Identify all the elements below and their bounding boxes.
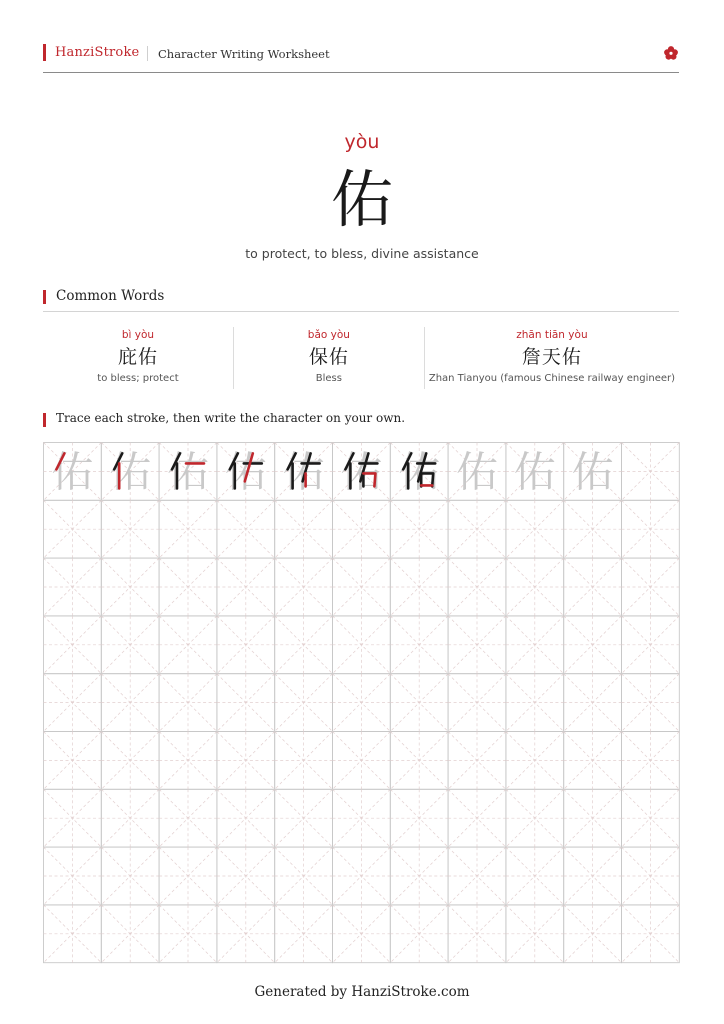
section-accent-bar <box>43 413 46 427</box>
practice-cell[interactable] <box>101 905 159 963</box>
practice-cell[interactable] <box>448 789 506 847</box>
practice-cell[interactable] <box>217 616 275 674</box>
practice-cell[interactable] <box>101 500 159 558</box>
brand-accent-bar <box>43 44 46 61</box>
practice-cell[interactable] <box>333 789 391 847</box>
practice-cell[interactable] <box>622 789 680 847</box>
practice-cell[interactable] <box>217 674 275 732</box>
practice-cell[interactable] <box>506 847 564 905</box>
practice-cell[interactable] <box>564 500 622 558</box>
section-divider <box>43 311 679 312</box>
practice-cell[interactable] <box>448 500 506 558</box>
trace-character: 佑 <box>571 447 614 497</box>
trace-character: 佑 <box>224 447 267 497</box>
practice-cell[interactable] <box>333 847 391 905</box>
practice-cell[interactable] <box>275 443 333 501</box>
practice-cell[interactable] <box>390 558 448 616</box>
practice-cell[interactable] <box>506 500 564 558</box>
practice-cell[interactable] <box>275 905 333 963</box>
practice-cell[interactable] <box>564 674 622 732</box>
practice-cell[interactable] <box>390 500 448 558</box>
practice-cell[interactable] <box>622 443 680 501</box>
practice-cell[interactable] <box>564 847 622 905</box>
practice-cell[interactable] <box>159 905 217 963</box>
word-gloss: Zhan Tianyou (famous Chinese railway engineer) <box>428 373 676 384</box>
footer-credit: Generated by HanziStroke.com <box>254 984 470 1000</box>
practice-cell[interactable] <box>217 500 275 558</box>
word-gloss: Bless <box>315 373 342 384</box>
character-meaning: to protect, to bless, divine assistance <box>245 246 479 261</box>
practice-cell[interactable] <box>44 847 102 905</box>
practice-cell[interactable] <box>333 732 391 790</box>
trace-character: 佑 <box>109 447 152 497</box>
practice-cell[interactable] <box>622 847 680 905</box>
practice-cell[interactable] <box>564 905 622 963</box>
practice-cell[interactable] <box>275 558 333 616</box>
worksheet-header <box>43 44 679 73</box>
practice-cell[interactable] <box>448 558 506 616</box>
practice-cell[interactable] <box>333 443 391 501</box>
practice-cell[interactable] <box>44 500 102 558</box>
word-card[interactable] <box>43 327 233 389</box>
practice-cell[interactable] <box>217 558 275 616</box>
practice-cell[interactable] <box>44 674 102 732</box>
word-characters: 詹天佑 <box>521 346 582 368</box>
section-accent-bar <box>43 290 46 304</box>
practice-cell[interactable] <box>448 616 506 674</box>
practice-cell[interactable] <box>506 905 564 963</box>
practice-cell[interactable] <box>622 732 680 790</box>
practice-cell[interactable] <box>217 443 275 501</box>
trace-character: 佑 <box>340 447 383 497</box>
practice-cell[interactable] <box>622 674 680 732</box>
header-divider <box>147 46 148 61</box>
practice-cell[interactable] <box>101 443 159 501</box>
practice-cell[interactable] <box>44 558 102 616</box>
trace-character: 佑 <box>51 447 94 497</box>
practice-cell[interactable] <box>275 674 333 732</box>
practice-cell[interactable] <box>333 500 391 558</box>
practice-cell[interactable] <box>390 674 448 732</box>
practice-cell[interactable] <box>390 732 448 790</box>
practice-cell[interactable] <box>506 732 564 790</box>
practice-cell[interactable] <box>159 847 217 905</box>
practice-cell[interactable] <box>390 443 448 501</box>
practice-cell[interactable] <box>448 443 506 501</box>
practice-cell[interactable] <box>275 789 333 847</box>
practice-cell[interactable] <box>506 443 564 501</box>
practice-cell[interactable] <box>622 500 680 558</box>
practice-cell[interactable] <box>101 674 159 732</box>
practice-cell[interactable] <box>217 732 275 790</box>
practice-grid-canvas <box>43 442 680 964</box>
brand-name[interactable]: HanziStroke <box>55 45 140 60</box>
practice-cell[interactable] <box>275 732 333 790</box>
practice-cell[interactable] <box>333 674 391 732</box>
practice-cell[interactable] <box>622 905 680 963</box>
main-character: 佑 <box>330 163 393 236</box>
practice-cell[interactable] <box>101 789 159 847</box>
practice-cell[interactable] <box>506 558 564 616</box>
practice-cell[interactable] <box>159 789 217 847</box>
practice-cell[interactable] <box>564 732 622 790</box>
practice-cell[interactable] <box>159 443 217 501</box>
practice-cell[interactable] <box>564 616 622 674</box>
word-gloss: to bless; protect <box>97 373 179 384</box>
practice-cell[interactable] <box>448 905 506 963</box>
character-pinyin: yòu <box>344 131 380 153</box>
practice-cell[interactable] <box>217 905 275 963</box>
practice-instruction: Trace each stroke, then write the character on your own. <box>56 411 406 425</box>
practice-cell[interactable] <box>564 443 622 501</box>
practice-cell[interactable] <box>275 500 333 558</box>
trace-character: 佑 <box>513 447 556 497</box>
practice-cell[interactable] <box>217 789 275 847</box>
practice-cell[interactable] <box>159 500 217 558</box>
practice-cell[interactable] <box>159 616 217 674</box>
practice-cell[interactable] <box>390 616 448 674</box>
practice-cell[interactable] <box>101 732 159 790</box>
word-pinyin: bì yòu <box>121 329 155 341</box>
practice-cell[interactable] <box>390 789 448 847</box>
trace-character: 佑 <box>398 447 441 497</box>
practice-cell[interactable] <box>448 674 506 732</box>
practice-cell[interactable] <box>506 616 564 674</box>
practice-cell[interactable] <box>333 558 391 616</box>
practice-cell[interactable] <box>44 732 102 790</box>
practice-cell[interactable] <box>159 558 217 616</box>
practice-cell[interactable] <box>159 732 217 790</box>
practice-cell[interactable] <box>506 789 564 847</box>
practice-cell[interactable] <box>44 789 102 847</box>
trace-character: 佑 <box>282 447 325 497</box>
practice-cell[interactable] <box>333 616 391 674</box>
plum-blossom-icon <box>663 45 679 61</box>
practice-cell[interactable] <box>390 847 448 905</box>
practice-cell[interactable] <box>622 558 680 616</box>
practice-cell[interactable] <box>44 616 102 674</box>
practice-cell[interactable] <box>448 732 506 790</box>
practice-cell[interactable] <box>159 674 217 732</box>
practice-cell[interactable] <box>44 443 102 501</box>
word-pinyin: bǎo yòu <box>307 329 350 341</box>
section-title: Common Words <box>56 288 165 304</box>
common-words-list <box>43 327 679 389</box>
word-characters: 保佑 <box>308 346 349 368</box>
practice-cell[interactable] <box>333 905 391 963</box>
practice-cell[interactable] <box>275 616 333 674</box>
practice-cell[interactable] <box>275 847 333 905</box>
practice-grid[interactable] <box>43 442 680 964</box>
practice-cell[interactable] <box>390 905 448 963</box>
practice-cell[interactable] <box>564 558 622 616</box>
practice-cell[interactable] <box>564 789 622 847</box>
practice-cell[interactable] <box>448 847 506 905</box>
practice-cell[interactable] <box>101 847 159 905</box>
trace-character: 佑 <box>166 447 210 497</box>
practice-cell[interactable] <box>101 558 159 616</box>
word-card[interactable] <box>233 327 424 389</box>
practice-cell[interactable] <box>101 616 159 674</box>
word-card[interactable] <box>424 327 679 389</box>
trace-character: 佑 <box>455 447 499 497</box>
practice-cell[interactable] <box>506 674 564 732</box>
practice-cell[interactable] <box>44 905 102 963</box>
practice-cell[interactable] <box>622 616 680 674</box>
worksheet-subtitle: Character Writing Worksheet <box>158 47 330 61</box>
practice-cell[interactable] <box>217 847 275 905</box>
word-characters: 庇佑 <box>117 346 158 368</box>
word-pinyin: zhān tiān yòu <box>516 329 588 341</box>
